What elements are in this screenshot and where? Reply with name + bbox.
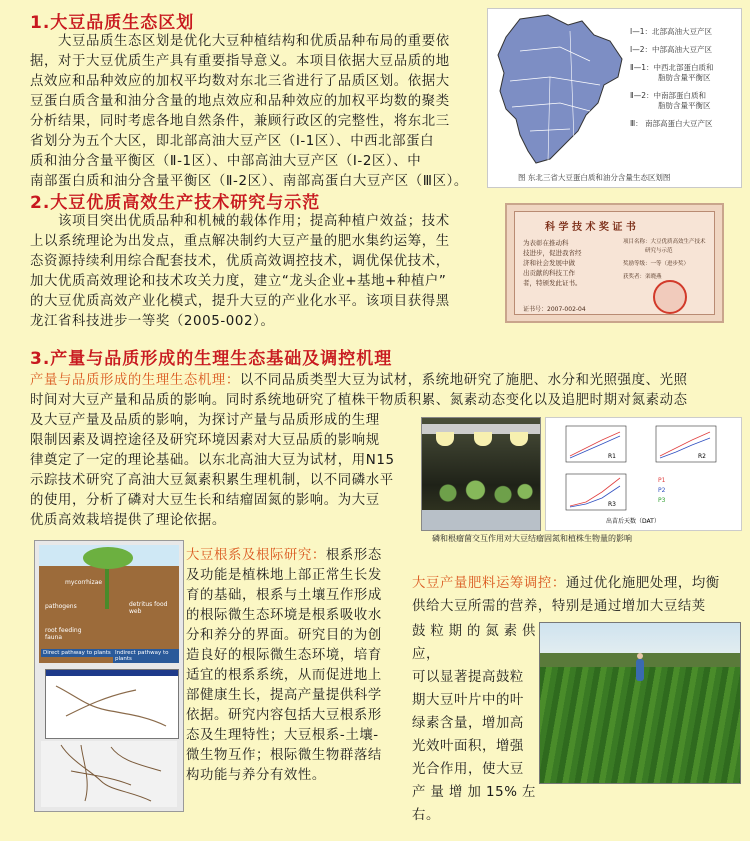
lamp	[510, 432, 528, 446]
cert-line: 技进步，促进我省经	[523, 249, 582, 257]
section2-body	[30, 212, 500, 332]
text-line: 省划分为五个大区，即北部高油大豆产区（Ⅰ-1区）、中西北部蛋白	[30, 134, 435, 149]
section2-heading: 2.大豆优质高效生产技术研究与示范	[30, 193, 321, 213]
scan-image	[46, 676, 174, 736]
text-line: 及功能是植株地上部正常生长发	[186, 568, 382, 583]
map-image	[490, 11, 630, 171]
lamp	[436, 432, 454, 446]
text-line: 期大豆叶片中的叶	[412, 693, 524, 708]
text-line: 微生物互作；根际微生物群落结	[186, 748, 382, 763]
text-line: 该项目突出优质品种和机械的载体作用；提高种植户效益；技术	[58, 214, 450, 229]
cert-line: 济和社会发展中做	[523, 259, 575, 267]
text-line: 育的基础，根系与土壤互作形成	[186, 588, 382, 603]
farmer-head	[637, 653, 643, 659]
text-line: 加大优质高效理论和技术攻关力度，建立“龙头企业+基地+种植户”	[30, 274, 447, 289]
text-line: 时间对大豆产量和品质的影响。同时系统地研究了植株干物质积累、氮素动态变化以及追肥时期对氮素动态	[30, 393, 688, 408]
crop-rows	[540, 667, 740, 783]
section3-p1-body	[30, 411, 415, 531]
certificate-body	[523, 238, 582, 288]
label-root-fauna: root feeding fauna	[45, 627, 82, 641]
cert-side-line: 获奖者：栾晓燕	[623, 274, 662, 280]
text-line: 产量增加15%左右。	[412, 785, 536, 823]
legend-item: 脂肪含量平衡区	[658, 73, 711, 82]
text-line: 光效叶面积，增强	[412, 739, 524, 754]
map-legend	[630, 27, 713, 129]
cert-side-line: 研究与示范	[645, 248, 673, 254]
section1-body	[30, 32, 482, 192]
legend-item: 脂肪含量平衡区	[658, 101, 711, 110]
text-line: 构功能与养分有效性。	[186, 768, 326, 783]
text-line: 适宜的根系系统，从而促进地上	[186, 668, 382, 683]
farmer-figure	[636, 659, 644, 681]
leaf-cluster	[83, 547, 133, 569]
root-first-line	[186, 546, 402, 566]
text-line: 龙江省科技进步一等奖（2005-002）。	[30, 314, 275, 329]
text-line: 限制因素及调控途径及研究环境因素对大豆品质的影响规	[30, 433, 380, 448]
figure-caption: 磷和根瘤菌交互作用对大豆结瘤固氮和植株生物量的影响	[432, 534, 632, 543]
zoning-map-figure	[487, 8, 742, 188]
text-line: 的根际微生态环境是根系吸收水	[186, 608, 382, 623]
graph-xlabel: 出苗后天数（DAT）	[606, 518, 660, 525]
text-line: 上以系统理论为出发点，重点解决制约大豆产量的肥水集约运筹，生	[30, 234, 450, 249]
text-line: 光合作用，使大豆	[412, 762, 524, 777]
text-line: 绿素含量，增加高	[412, 716, 524, 731]
bench	[422, 510, 540, 530]
text-line: 以不同品质类型大豆为试材，系统地研究了施肥、水分和光照强度、光照	[239, 373, 688, 388]
text-line: 示踪技术研究了高油大豆氮素积累生理机制，以不同磷水平	[30, 473, 394, 488]
text-line: 大豆品质生态区划是优化大豆种植结构和优质品种布局的重要依	[58, 34, 450, 49]
text-line: 点效应和品种效应的加权平均数对东北三省进行了品质区划。依据大	[30, 74, 450, 89]
legend-item: Ⅱ—2：中南部蛋白质和	[630, 91, 706, 100]
cert-line: 出贡献的科技工作	[523, 269, 575, 277]
text-line: 优质高效栽培提供了理论依据。	[30, 513, 226, 528]
certificate-title: 科 学 技 术 奖 证 书	[545, 222, 636, 233]
root-label: 大豆根系及根际研究：	[186, 548, 326, 563]
root-photo	[41, 741, 177, 807]
label-detritus: detritus food web	[129, 601, 168, 615]
soybean-field-photo	[539, 622, 741, 784]
legend-item: Ⅲ： 南部高蛋白大豆产区	[630, 119, 713, 128]
text-line: 南部蛋白质和油分含量平衡区（Ⅱ-2区）、南部高蛋白大豆产区（Ⅲ区）。	[30, 174, 468, 189]
text-line: 据，对于大豆优质生产具有重要指导意义。本项目依据大豆品质的地	[30, 54, 450, 69]
text-line: 律奠定了一定的理论基础。以东北高油大豆为试材，用N15	[30, 453, 395, 468]
certificate-seal	[653, 280, 687, 314]
text-line: 依据。研究内容包括大豆根系形	[186, 708, 382, 723]
rhizosphere-figure	[34, 540, 184, 812]
cert-line: 者，特颁发此证书。	[523, 279, 582, 287]
text-line: 鼓粒期的氮素供应，	[412, 624, 536, 662]
certificate-number: 证书号：2007-002-04	[523, 306, 586, 313]
legend-item: Ⅱ—1：中西北部蛋白质和	[630, 63, 714, 72]
section3-p1-line1	[30, 391, 742, 411]
award-certificate	[505, 203, 724, 323]
legend-item: P3	[658, 497, 666, 504]
graph-svg	[546, 418, 741, 530]
panel-label: R1	[608, 453, 616, 460]
label-pathogens: pathogens	[45, 603, 77, 610]
legend-item: P2	[658, 487, 666, 494]
cert-side-line: 项目名称：大豆优质高效生产技术	[623, 239, 706, 245]
text-line: 豆蛋白质含量和油分含量的地点效应和品种效应的加权平均数的聚类	[30, 94, 450, 109]
panel-label: R3	[608, 501, 616, 508]
plants	[426, 478, 536, 508]
p1-label: 产量与品质形成的生理生态机理：	[30, 373, 240, 388]
lab-photo	[421, 417, 541, 531]
panel-label: R2	[698, 453, 706, 460]
text-line: 及大豆产量及品质的影响，为探讨产量与品质形成的生理	[30, 413, 380, 428]
text-line: 分析结果，同时考虑各地自然条件，兼顾行政区的完整性，将东北三	[30, 114, 450, 129]
software-window	[45, 669, 179, 739]
fert-body	[412, 620, 536, 827]
label-mycorrhizae: mycorrhizae	[65, 579, 103, 586]
indirect-pathway-label: Indirect pathway to plants	[113, 649, 179, 663]
growth-graphs	[545, 417, 742, 531]
text-line: 部健康生长，提高产量提供科学	[186, 688, 382, 703]
section1-heading: 1.大豆品质生态区划	[30, 13, 195, 33]
text-line: 通过优化施肥处理，均衡	[565, 576, 720, 591]
text-line: 质和油分含量平衡区（Ⅱ-1区）、中部高油大豆产区（Ⅰ-2区）、中	[30, 154, 422, 169]
text-line: 分和养分的界面。研究目的为创	[186, 628, 382, 643]
text-line: 造良好的根际微生态环境，培育	[186, 648, 382, 663]
text-line: 根系形态	[325, 548, 382, 563]
fert-first	[412, 574, 742, 594]
direct-pathway-label: Direct pathway to plants	[43, 650, 111, 656]
root-drawing	[41, 741, 177, 807]
cert-side-line: 奖励等级：一等（进步奖）	[623, 261, 690, 267]
lamp	[474, 432, 492, 446]
root-body	[186, 546, 402, 786]
text-line: 的大豆优质高效产业化模式，提升大豆的产业化水平。该项目获得黑	[30, 294, 450, 309]
soil-diagram	[39, 545, 179, 663]
section3-p1-first	[30, 371, 742, 391]
fert-label: 大豆产量肥料运筹调控：	[412, 576, 566, 591]
text-line: 态资源持续利用综合配套技术，优质高效调控技术，调优保优技术，	[30, 254, 450, 269]
text-line: 的使用，分析了磷对大豆生长和结瘤固氮的影响。为大豆	[30, 493, 380, 508]
certificate-side	[623, 238, 706, 282]
legend-item: Ⅰ—2：中部高油大豆产区	[630, 45, 712, 54]
certificate-inner	[514, 211, 715, 315]
cert-line: 为表彰在推动科	[523, 239, 569, 247]
map-caption: 图 东北三省大豆蛋白质和油分含量生态区划图	[518, 173, 671, 182]
text-line: 态及生理特性；大豆根系-土壤-	[186, 728, 379, 743]
section3-heading: 3.产量与品质形成的生理生态基础及调控机理	[30, 349, 393, 369]
text-line: 可以显著提高鼓粒	[412, 670, 524, 685]
fert-second: 供给大豆所需的营养，特别是通过增加大豆结荚	[412, 599, 706, 614]
legend-item: P1	[658, 477, 666, 484]
legend-item: Ⅰ—1：北部高油大豆产区	[630, 27, 712, 36]
